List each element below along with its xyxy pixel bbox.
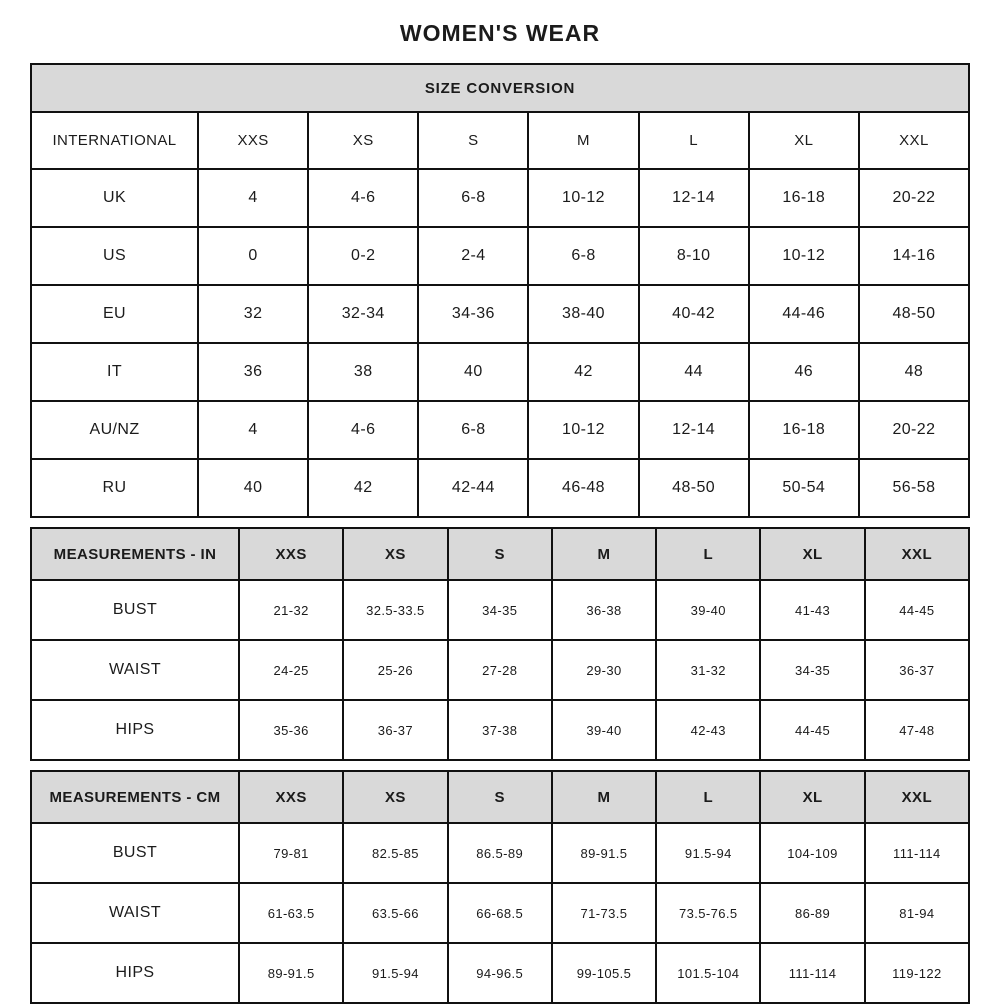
region-label: IT xyxy=(32,344,197,400)
measurement-value-xl: 111-114 xyxy=(759,944,863,1002)
measurement-value-s: 66-68.5 xyxy=(447,884,551,942)
size-conversion-column-header-row xyxy=(32,111,968,168)
column-header-l: L xyxy=(638,113,748,168)
size-value-xs: 4-6 xyxy=(307,170,417,226)
measurements-in-header-row xyxy=(32,529,968,579)
measurement-value-xxl: 119-122 xyxy=(864,944,968,1002)
size-value-xxs: 32 xyxy=(197,286,307,342)
size-value-l: 40-42 xyxy=(638,286,748,342)
column-header-xxl: XXL xyxy=(864,772,968,822)
measurement-label: WAIST xyxy=(32,641,238,699)
size-conversion-row xyxy=(32,342,968,400)
measurements-cm-header-row xyxy=(32,772,968,822)
column-header-m: M xyxy=(551,529,655,579)
measurement-value-xs: 91.5-94 xyxy=(342,944,446,1002)
size-value-m: 46-48 xyxy=(527,460,637,516)
size-value-xxl: 20-22 xyxy=(858,170,968,226)
size-conversion-table xyxy=(30,63,970,518)
measurement-value-m: 71-73.5 xyxy=(551,884,655,942)
measurements-cm-row xyxy=(32,822,968,882)
measurement-value-l: 39-40 xyxy=(655,581,759,639)
measurement-value-m: 29-30 xyxy=(551,641,655,699)
size-conversion-header-row xyxy=(32,65,968,111)
size-value-l: 44 xyxy=(638,344,748,400)
measurement-value-xl: 104-109 xyxy=(759,824,863,882)
size-value-xxl: 56-58 xyxy=(858,460,968,516)
measurement-value-xxs: 35-36 xyxy=(238,701,342,759)
measurement-value-xxs: 24-25 xyxy=(238,641,342,699)
size-value-s: 6-8 xyxy=(417,402,527,458)
measurement-label: HIPS xyxy=(32,944,238,1002)
measurement-value-xs: 82.5-85 xyxy=(342,824,446,882)
column-header-m: M xyxy=(551,772,655,822)
column-header-l: L xyxy=(655,772,759,822)
column-header-xxl: XXL xyxy=(858,113,968,168)
column-header-xxs: XXS xyxy=(238,772,342,822)
measurement-value-xxs: 61-63.5 xyxy=(238,884,342,942)
size-value-xl: 46 xyxy=(748,344,858,400)
size-value-xxs: 4 xyxy=(197,402,307,458)
measurement-value-l: 91.5-94 xyxy=(655,824,759,882)
measurement-value-xl: 44-45 xyxy=(759,701,863,759)
measurements-in-row xyxy=(32,579,968,639)
size-value-m: 6-8 xyxy=(527,228,637,284)
measurement-value-xxs: 21-32 xyxy=(238,581,342,639)
measurement-value-l: 73.5-76.5 xyxy=(655,884,759,942)
size-value-s: 34-36 xyxy=(417,286,527,342)
column-header-l: L xyxy=(655,529,759,579)
measurement-value-l: 101.5-104 xyxy=(655,944,759,1002)
column-header-s: S xyxy=(417,113,527,168)
size-value-xl: 16-18 xyxy=(748,402,858,458)
region-label: AU/NZ xyxy=(32,402,197,458)
measurement-label: WAIST xyxy=(32,884,238,942)
size-conversion-row xyxy=(32,226,968,284)
size-value-xs: 38 xyxy=(307,344,417,400)
column-header-xl: XL xyxy=(759,529,863,579)
region-label: EU xyxy=(32,286,197,342)
column-header-xl: XL xyxy=(748,113,858,168)
measurement-value-xl: 41-43 xyxy=(759,581,863,639)
measurements-cm-row xyxy=(32,942,968,1002)
region-label: UK xyxy=(32,170,197,226)
measurement-value-s: 94-96.5 xyxy=(447,944,551,1002)
column-header-xs: XS xyxy=(342,529,446,579)
measurements-cm-table xyxy=(30,770,970,1004)
measurement-value-m: 89-91.5 xyxy=(551,824,655,882)
measurement-value-s: 34-35 xyxy=(447,581,551,639)
size-value-m: 10-12 xyxy=(527,170,637,226)
size-value-xxs: 4 xyxy=(197,170,307,226)
measurement-value-xxl: 81-94 xyxy=(864,884,968,942)
size-value-xs: 42 xyxy=(307,460,417,516)
measurement-label: BUST xyxy=(32,824,238,882)
measurement-value-xxs: 89-91.5 xyxy=(238,944,342,1002)
measurements-cm-title: MEASUREMENTS - CM xyxy=(32,772,238,822)
size-value-xxl: 14-16 xyxy=(858,228,968,284)
column-header-xxs: XXS xyxy=(238,529,342,579)
size-value-xxl: 20-22 xyxy=(858,402,968,458)
measurement-value-m: 39-40 xyxy=(551,701,655,759)
measurement-label: BUST xyxy=(32,581,238,639)
measurements-in-row xyxy=(32,699,968,759)
size-conversion-row xyxy=(32,168,968,226)
measurement-value-s: 27-28 xyxy=(447,641,551,699)
size-value-s: 42-44 xyxy=(417,460,527,516)
size-conversion-row xyxy=(32,284,968,342)
size-conversion-row xyxy=(32,400,968,458)
measurements-in-table xyxy=(30,527,970,761)
size-value-xs: 32-34 xyxy=(307,286,417,342)
measurement-label: HIPS xyxy=(32,701,238,759)
size-value-xl: 50-54 xyxy=(748,460,858,516)
column-header-xxl: XXL xyxy=(864,529,968,579)
size-value-l: 12-14 xyxy=(638,402,748,458)
size-value-l: 8-10 xyxy=(638,228,748,284)
measurement-value-l: 42-43 xyxy=(655,701,759,759)
size-value-xxs: 0 xyxy=(197,228,307,284)
size-value-xs: 4-6 xyxy=(307,402,417,458)
measurements-cm-row xyxy=(32,882,968,942)
measurement-value-m: 36-38 xyxy=(551,581,655,639)
size-value-xxl: 48 xyxy=(858,344,968,400)
size-value-xl: 44-46 xyxy=(748,286,858,342)
size-value-s: 2-4 xyxy=(417,228,527,284)
measurement-value-l: 31-32 xyxy=(655,641,759,699)
measurement-value-xxl: 36-37 xyxy=(864,641,968,699)
size-conversion-title: SIZE CONVERSION xyxy=(32,65,968,111)
column-header-international: INTERNATIONAL xyxy=(32,113,197,168)
size-value-s: 6-8 xyxy=(417,170,527,226)
column-header-xs: XS xyxy=(342,772,446,822)
region-label: RU xyxy=(32,460,197,516)
measurement-value-xxl: 47-48 xyxy=(864,701,968,759)
size-value-l: 12-14 xyxy=(638,170,748,226)
size-value-xxs: 40 xyxy=(197,460,307,516)
measurement-value-xl: 86-89 xyxy=(759,884,863,942)
size-value-xl: 10-12 xyxy=(748,228,858,284)
measurement-value-xs: 32.5-33.5 xyxy=(342,581,446,639)
size-value-m: 42 xyxy=(527,344,637,400)
page-title: WOMEN'S WEAR xyxy=(399,20,601,46)
size-value-xl: 16-18 xyxy=(748,170,858,226)
size-value-xxs: 36 xyxy=(197,344,307,400)
measurement-value-xl: 34-35 xyxy=(759,641,863,699)
column-header-m: M xyxy=(527,113,637,168)
size-value-s: 40 xyxy=(417,344,527,400)
column-header-xl: XL xyxy=(759,772,863,822)
measurements-in-row xyxy=(32,639,968,699)
column-header-xxs: XXS xyxy=(197,113,307,168)
measurement-value-xxl: 44-45 xyxy=(864,581,968,639)
column-header-s: S xyxy=(447,529,551,579)
column-header-s: S xyxy=(447,772,551,822)
size-value-xs: 0-2 xyxy=(307,228,417,284)
size-conversion-row xyxy=(32,458,968,516)
size-value-m: 38-40 xyxy=(527,286,637,342)
measurement-value-m: 99-105.5 xyxy=(551,944,655,1002)
measurement-value-xxs: 79-81 xyxy=(238,824,342,882)
measurement-value-s: 37-38 xyxy=(447,701,551,759)
measurement-value-xs: 36-37 xyxy=(342,701,446,759)
size-value-l: 48-50 xyxy=(638,460,748,516)
size-value-m: 10-12 xyxy=(527,402,637,458)
region-label: US xyxy=(32,228,197,284)
column-header-xs: XS xyxy=(307,113,417,168)
measurement-value-xs: 25-26 xyxy=(342,641,446,699)
measurement-value-xs: 63.5-66 xyxy=(342,884,446,942)
measurement-value-s: 86.5-89 xyxy=(447,824,551,882)
measurements-in-title: MEASUREMENTS - IN xyxy=(32,529,238,579)
measurement-value-xxl: 111-114 xyxy=(864,824,968,882)
size-value-xxl: 48-50 xyxy=(858,286,968,342)
